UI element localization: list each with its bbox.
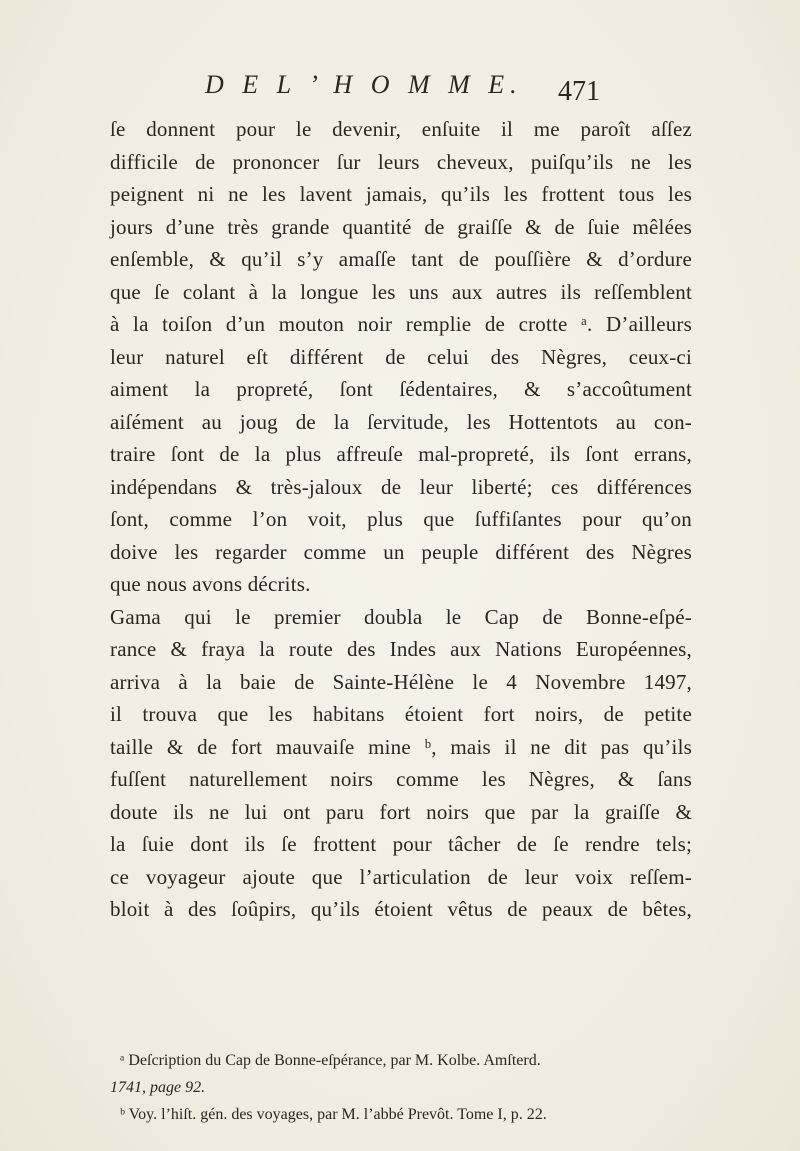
footnote-a: ᵃ Deſcription du Cap de Bonne-eſpérance, par M. Kolbe. Amſterd. <box>120 1052 541 1069</box>
page-number: 471 <box>558 76 600 107</box>
running-head <box>205 70 600 110</box>
footnotes <box>110 1047 692 1128</box>
text-line: aiment la propreté, ſont ſédentaires, & s’accoûtument <box>110 377 692 401</box>
text-line: aiſément au joug de la ſervitude, les Hottentots au con- <box>110 409 692 434</box>
text-line: à la toiſon d’un mouton noir remplie de crotte ᵃ. D’ailleurs <box>110 312 692 336</box>
footnote-a-continuation: 1741, page 92. <box>110 1079 206 1096</box>
text-line: il trouva que les habitans étoient fort noirs, de petite <box>110 702 692 726</box>
running-head-title: D E L ’ H O M M E. <box>205 70 523 99</box>
text-line: bloit à des ſoûpirs, qu’ils étoient vêtus de peaux de bêtes, <box>110 897 692 921</box>
text-line: ſe donnent pour le devenir, enſuite il me paroît aſſez <box>110 117 692 141</box>
text-line: rance & fraya la route des Indes aux Nations Européennes, <box>110 637 692 661</box>
text-line: enſemble, & qu’il s’y amaſſe tant de pouſſière & d’ordure <box>110 247 692 271</box>
text-line: arriva à la baie de Sainte-Hélène le 4 Novembre 1497, <box>110 669 692 694</box>
text-line: doute ils ne lui ont paru fort noirs que par la graiſſe & <box>110 799 692 824</box>
text-line: traire ſont de la plus affreuſe mal-propreté, ils ſont errans, <box>110 442 692 466</box>
text-line: Gama qui le premier doubla le Cap de Bonne-eſpé- <box>110 604 692 629</box>
text-line: que nous avons décrits. <box>110 572 311 596</box>
footnote-b: ᵇ Voy. l’hiſt. gén. des voyages, par M. l’abbé Prevôt. Tome I, p. 22. <box>120 1106 547 1123</box>
text-line: la ſuie dont ils ſe frottent pour tâcher de ſe rendre tels; <box>110 832 692 856</box>
text-line: leur naturel eſt différent de celui des Nègres, ceux-ci <box>110 344 692 369</box>
text-line: peignent ni ne les lavent jamais, qu’ils les frottent tous les <box>110 182 692 206</box>
text-line: taille & de fort mauvaiſe mine ᵇ, mais il ne dit pas qu’ils <box>110 734 692 759</box>
text-line: jours d’une très grande quantité de graiſſe & de ſuie mêlées <box>110 214 692 239</box>
text-line: que ſe colant à la longue les uns aux autres ils reſſemblent <box>110 279 692 304</box>
text-line: fuſſent naturellement noirs comme les Nègres, & ſans <box>110 767 692 791</box>
text-line: difficile de prononcer ſur leurs cheveux, puiſqu’ils ne les <box>110 149 692 174</box>
body-text <box>110 113 692 926</box>
text-line: ſont, comme l’on voit, plus que ſuffiſantes pour qu’on <box>110 507 692 531</box>
text-line: doive les regarder comme un peuple différent des Nègres <box>110 539 692 564</box>
text-line: ce voyageur ajoute que l’articulation de leur voix reſſem- <box>110 864 692 889</box>
text-line: indépendans & très-jaloux de leur liberté; ces différences <box>110 474 692 499</box>
